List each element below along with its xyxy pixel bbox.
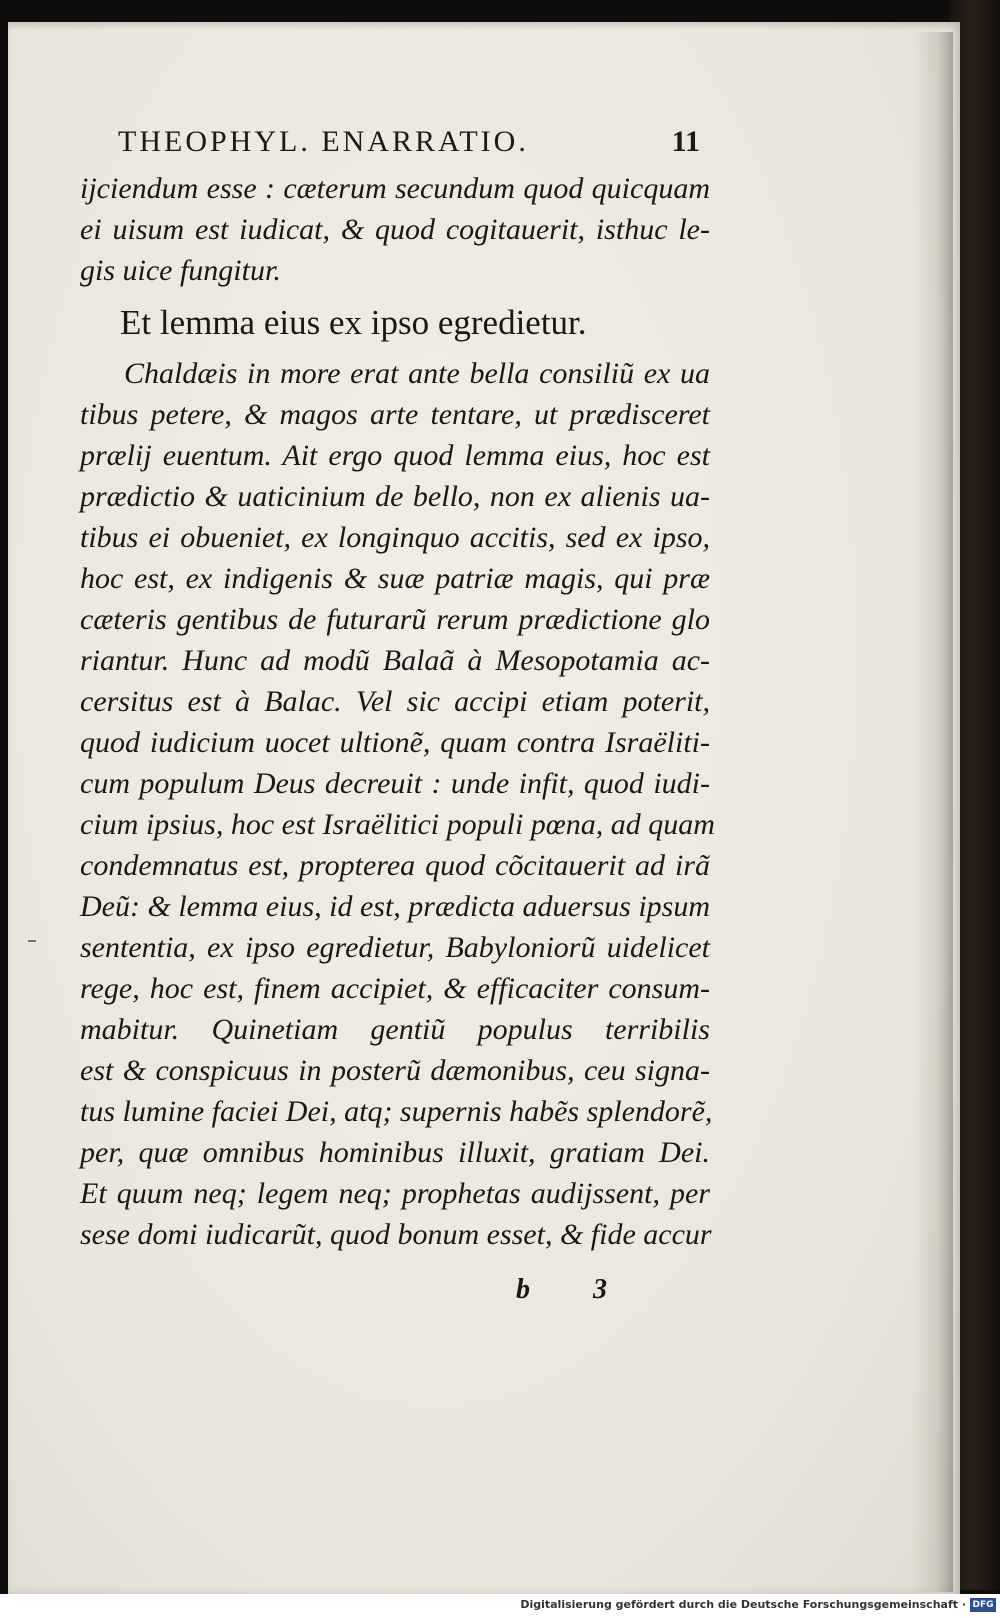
text-line: sententia, ex ipso egredietur, Babyloniorũ uidelicet bbox=[80, 931, 710, 964]
text-line: Chaldæis in more erat ante bella consiliũ ex ua bbox=[124, 357, 710, 390]
page-header bbox=[110, 125, 700, 171]
text-line: cæteris gentibus de futurarũ rerum prædictione glo bbox=[80, 603, 710, 636]
text-line: Et quum neq; legem neq; prophetas audijssent, per bbox=[80, 1177, 710, 1210]
text-line: condemnatus est, propterea quod cõcitauerit ad irã bbox=[80, 849, 710, 882]
text-line: Deũ: & lemma eius, id est, prædicta aduersus ipsum bbox=[80, 890, 710, 923]
text-line: riantur. Hunc ad modũ Balaã à Mesopotamia ac- bbox=[80, 644, 710, 677]
text-line: tibus ei obueniet, ex longinquo accitis, sed ex ipso, bbox=[80, 521, 710, 554]
text-line: cum populum Deus decreuit : unde infit, quod iudi- bbox=[80, 767, 710, 800]
running-head: THEOPHYL. ENARRATIO. bbox=[118, 125, 529, 158]
text-line: per, quæ omnibus hominibus illuxit, gratiam Dei. bbox=[80, 1136, 710, 1169]
dfg-logo: DFG bbox=[970, 1598, 996, 1612]
text-line: ei uisum est iudicat, & quod cogitauerit, isthuc le- bbox=[80, 213, 710, 246]
lemma-heading: Et lemma eius ex ipso egredietur. bbox=[120, 303, 587, 342]
paragraph-2 bbox=[80, 353, 715, 1255]
text-line: tibus petere, & magos arte tentare, ut prædisceret bbox=[80, 398, 710, 431]
text-line: quod iudicium uocet ultionẽ, quam contra Israëliti- bbox=[80, 726, 710, 759]
page-curl-shadow bbox=[913, 32, 953, 1592]
text-line: ijciendum esse : cæterum secundum quod quicquam bbox=[80, 172, 710, 205]
text-block bbox=[80, 168, 715, 1255]
text-line: est & conspicuus in posterũ dæmonibus, ceu signa- bbox=[80, 1054, 710, 1087]
margin-mark bbox=[28, 940, 36, 942]
text-line: cersitus est à Balac. Vel sic accipi etiam poterit, bbox=[80, 685, 710, 718]
text-line: gis uice fungitur. bbox=[80, 254, 281, 287]
text-line: tus lumine faciei Dei, atq; supernis habẽs splendorẽ, bbox=[80, 1095, 713, 1128]
text-line: cium ipsius, hoc est Israëlitici populi pœna, ad quam bbox=[80, 808, 715, 841]
text-line: rege, hoc est, finem accipiet, & efficaciter consum- bbox=[80, 972, 710, 1005]
signature-mark: b 3 bbox=[516, 1274, 635, 1305]
folio-number: 11 bbox=[671, 125, 700, 158]
digitization-credit: Digitalisierung gefördert durch die Deutsche Forschungsgemeinschaft · bbox=[520, 1598, 966, 1611]
text-line: prædictio & uaticinium de bello, non ex alienis ua- bbox=[80, 480, 710, 513]
text-line: hoc est, ex indigenis & suæ patriæ magis, qui præ bbox=[80, 562, 710, 595]
text-line: sese domi iudicarũt, quod bonum esset, & fide accur bbox=[80, 1218, 712, 1251]
paragraph-1 bbox=[80, 168, 710, 291]
text-line: prælij euentum. Ait ergo quod lemma eius, hoc est bbox=[80, 439, 710, 472]
text-line: mabitur. Quinetiam gentiũ populus terribilis bbox=[80, 1013, 710, 1046]
